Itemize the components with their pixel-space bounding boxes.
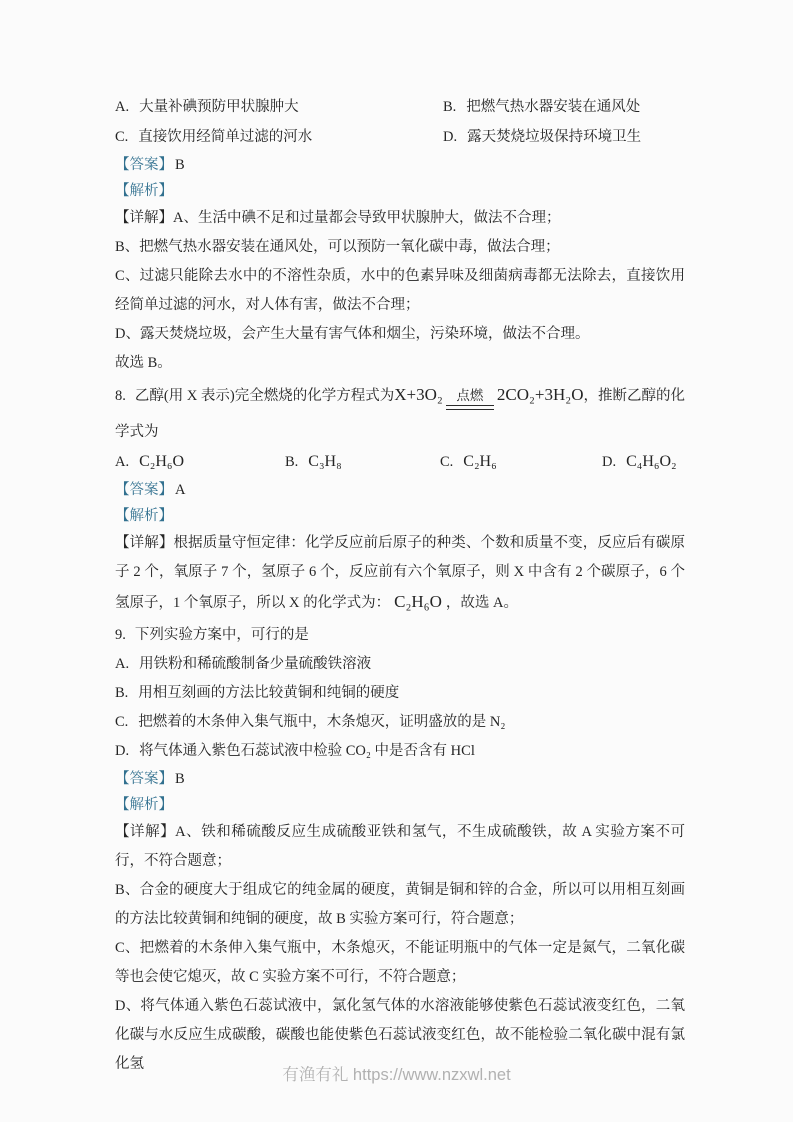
question-number: 9.: [115, 627, 126, 643]
document-content: [115, 92, 685, 1079]
q8-option-a: [115, 447, 285, 477]
q9-analysis-line: [115, 792, 685, 818]
answer-label: 【答案】: [115, 482, 173, 498]
q9-option-d: [115, 737, 685, 766]
reaction-condition-symbol: [446, 387, 494, 417]
option-label: A.: [115, 99, 130, 115]
option-label: C.: [115, 129, 129, 145]
q9-detail-paragraph: D、将气体通入紫色石蕊试液中，氯化氢气体的水溶液能够使紫色石蕊试液变红色，二氧化碳与水反应生成碳酸，碳酸也能使紫色石蕊试液变红色，故不能检验二氧化碳中混有氯化氢: [115, 998, 685, 1072]
q8-answer-line: [115, 477, 685, 503]
analysis-label: 【解析】: [115, 183, 173, 199]
q7-detail-paragraph: 【详解】A、生活中碘不足和过量都会导致甲状腺肿大，做法不合理；: [115, 210, 561, 226]
q7-detail-paragraph: D、露天焚烧垃圾，会产生大量有害气体和烟尘，污染环境，做法不合理。: [115, 326, 590, 342]
q9-option-b: [115, 679, 685, 708]
question-8-block: [115, 380, 685, 618]
q9-option-c: [115, 708, 685, 737]
option-text: 把燃气热水器安装在通风处: [466, 99, 641, 115]
q8-detail-paragraph: [115, 529, 685, 618]
q7-conclusion: 故选 B。: [115, 355, 172, 371]
q9-answer-value: B: [175, 771, 185, 787]
q7-detail-paragraph: B、把燃气热水器安装在通风处，可以预防一氧化碳中毒，做法合理；: [115, 239, 560, 255]
double-line-icon: [446, 405, 494, 410]
option-label: D.: [115, 743, 130, 759]
reaction-condition-text: 点燃: [456, 388, 484, 403]
q9-detail-paragraph: B、合金的硬度大于组成它的纯金属的硬度，黄铜是铜和锌的合金，所以可以用相互刻画的方法比较黄铜和纯铜的硬度，故 B 实验方案可行，符合题意；: [115, 882, 685, 927]
q9-detail-paragraph: 【详解】A、铁和稀硫酸反应生成硫酸亚铁和氢气，不生成硫酸铁，故 A 实验方案不可行，不符合题意；: [115, 824, 685, 869]
q8-option-b: [285, 447, 440, 477]
option-label: C.: [115, 714, 129, 730]
q9-detail-paragraph: C、把燃着的木条伸入集气瓶中，木条熄灭，不能证明瓶中的气体一定是氮气，二氧化碳等也会使它熄灭，故 C 实验方案不可行，不符合题意；: [115, 940, 685, 985]
q9-stem: [115, 620, 685, 650]
question-number: 8.: [115, 388, 126, 404]
q7-options: [115, 92, 685, 152]
q9-stem-text: 下列实验方案中，可行的是: [134, 627, 309, 643]
option-label: D.: [443, 129, 458, 145]
q7-answer-value: B: [175, 157, 185, 173]
option-label: C.: [440, 454, 454, 470]
q8-stem: [115, 380, 685, 447]
answer-label: 【答案】: [115, 157, 173, 173]
option-text: 大量补碘预防甲状腺肿大: [139, 99, 299, 115]
option-label: D.: [602, 454, 617, 470]
q8-analysis-line: [115, 503, 685, 529]
equation-reactants: X+3O₂: [394, 385, 443, 404]
q7-option-d: [443, 122, 685, 152]
answer-label: 【答案】: [115, 771, 173, 787]
q8-option-d: [602, 447, 685, 477]
page-footer: [0, 1061, 793, 1085]
option-formula: C₃H₈: [308, 453, 342, 470]
q8-detail-formula: C₂H₆O: [394, 592, 442, 611]
question-7-block: [115, 92, 685, 378]
option-text: 把燃着的木条伸入集气瓶中，木条熄灭，证明盛放的是 N₂: [138, 714, 506, 730]
q7-option-a: [115, 92, 443, 122]
option-label: B.: [285, 454, 299, 470]
footer-watermark-link[interactable]: 有渔有礼 https://www.nzxwl.net: [282, 1066, 511, 1084]
analysis-label: 【解析】: [115, 797, 173, 813]
q8-options: [115, 447, 685, 477]
q8-detail-text-after: ，故选 A。: [445, 595, 518, 611]
option-label: B.: [115, 685, 129, 701]
option-formula: C₂H₆: [463, 453, 497, 470]
q9-option-a: [115, 650, 685, 679]
option-formula: C₄H₆O₂: [626, 453, 677, 470]
option-label: A.: [115, 454, 130, 470]
q7-option-c: [115, 122, 443, 152]
option-formula: C₂H₆O: [139, 453, 185, 470]
option-text: 用铁粉和稀硫酸制备少量硫酸铁溶液: [139, 656, 372, 672]
q8-stem-text-after: ，推断乙醇的化学式为: [115, 388, 685, 440]
q7-answer-line: [115, 152, 685, 178]
option-text: 直接饮用经简单过滤的河水: [138, 129, 313, 145]
q7-analysis-line: [115, 178, 685, 204]
q8-stem-text: 乙醇(用 X 表示)完全燃烧的化学方程式为: [134, 388, 395, 404]
option-label: A.: [115, 656, 130, 672]
q7-detail-paragraph: C、过滤只能除去水中的不溶性杂质，水中的色素异味及细菌病毒都无法除去，直接饮用经简单过滤的河水，对人体有害，做法不合理；: [115, 268, 685, 313]
q8-detail-text: 【详解】根据质量守恒定律：化学反应前后原子的种类、个数和质量不变，反应后有碳原子 2 个，氧原子 7 个，氢原子 6 个，反应前有六个氧原子，则 X 中含有 2 个碳原子，6 个氢原子，1 个氧原子，所以 X 的化学式为：: [115, 535, 685, 611]
q7-option-b: [443, 92, 685, 122]
equation-products: 2CO₂+3H₂O: [496, 385, 584, 404]
question-9-block: [115, 620, 685, 1079]
option-label: B.: [443, 99, 457, 115]
q9-answer-line: [115, 766, 685, 792]
q8-option-c: [440, 447, 602, 477]
analysis-label: 【解析】: [115, 508, 173, 524]
q9-options: [115, 650, 685, 766]
q8-answer-value: A: [175, 482, 186, 498]
option-text: 将气体通入紫色石蕊试液中检验 CO₂ 中是否含有 HCl: [139, 743, 475, 759]
option-text: 露天焚烧垃圾保持环境卫生: [467, 129, 642, 145]
option-text: 用相互刻画的方法比较黄铜和纯铜的硬度: [138, 685, 400, 701]
